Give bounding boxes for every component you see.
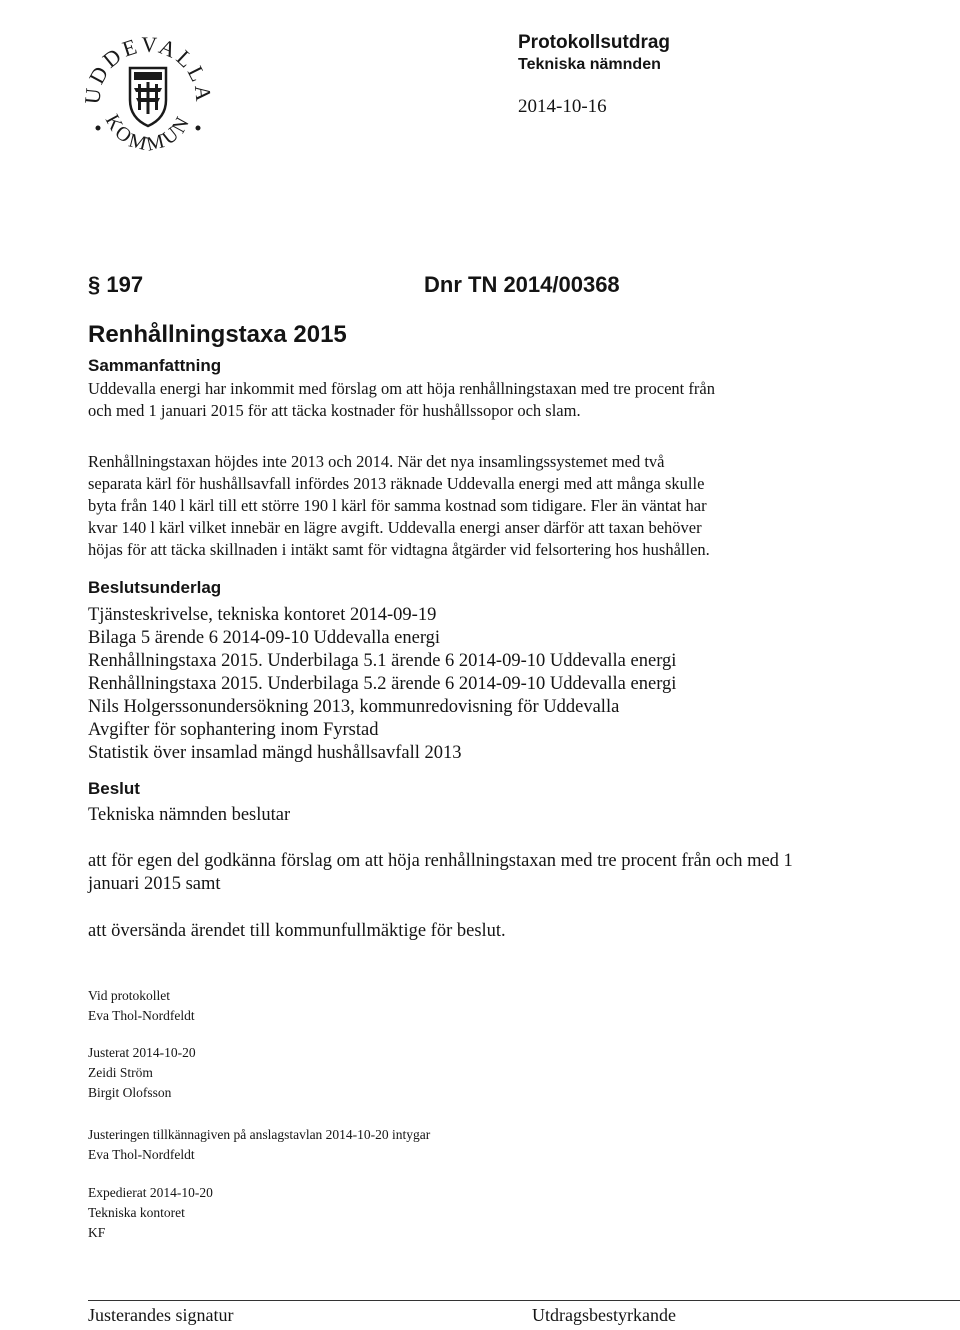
text-line: att för egen del godkänna förslag om att höja renhållningstaxan med tre procent från och med 1 [88, 851, 793, 871]
decision-clause-2: att översända ärendet till kommunfullmäktige för beslut. [88, 921, 506, 941]
text-line: höjas för att täcka skillnaden i intäkt samt för vidtagna åtgärder vid felsortering hos hushållen. [88, 540, 710, 559]
text-line: Uddevalla energi har inkommit med förslag om att höja renhållningstaxan med tre procent från [88, 379, 715, 398]
decision-basis-list [88, 604, 676, 765]
signature-line: Justeringen tillkännagiven på anslagstavlan 2014-10-20 intygar [88, 1127, 431, 1142]
signature-line: Birgit Olofsson [88, 1085, 172, 1100]
decision-clause-1 [88, 850, 793, 896]
svg-text:KOMMUN: KOMMUN [100, 110, 196, 156]
paragraph-number: § 197 [88, 272, 144, 297]
list-item: Tjänsteskrivelse, tekniska kontoret 2014-09-19 [88, 605, 437, 625]
decision-intro: Tekniska nämnden beslutar [88, 805, 291, 825]
decision-heading: Beslut [88, 779, 140, 798]
decision-basis-heading: Beslutsunderlag [88, 578, 222, 597]
list-item: Bilaga 5 ärende 6 2014-09-10 Uddevalla energi [88, 628, 441, 648]
signature-line: Expedierat 2014-10-20 [88, 1185, 213, 1200]
signature-line: Eva Thol-Nordfeldt [88, 1147, 195, 1162]
summary-paragraph-2 [88, 451, 878, 561]
summary-heading: Sammanfattning [88, 356, 222, 375]
signature-line: Vid protokollet [88, 988, 171, 1003]
signature-line: Eva Thol-Nordfeldt [88, 1008, 195, 1023]
list-item: Statistik över insamlad mängd hushållsavfall 2013 [88, 743, 462, 763]
page-title: Renhållningstaxa 2015 [88, 321, 347, 348]
signature-line: Zeidi Ström [88, 1065, 153, 1080]
seal-graphic [78, 28, 218, 168]
footer-extract-certification: Utdragsbestyrkande [532, 1305, 676, 1325]
meeting-date: 2014-10-16 [518, 96, 607, 117]
text-line: januari 2015 samt [88, 874, 221, 894]
footer-divider [88, 1300, 960, 1301]
document-type-title: Protokollsutdrag [518, 32, 671, 53]
signature-line: Justerat 2014-10-20 [88, 1045, 196, 1060]
footer-adjusters-signature: Justerandes signatur [88, 1305, 234, 1325]
list-item: Nils Holgerssonundersökning 2013, kommunredovisning för Uddevalla [88, 697, 620, 717]
list-item: Renhållningstaxa 2015. Underbilaga 5.2 ärende 6 2014-09-10 Uddevalla energi [88, 674, 677, 694]
municipality-seal-logo [78, 28, 218, 168]
text-line: kvar 140 l kärl vilket innebär en lägre avgift. Uddevalla energi anser därför att taxan behöver [88, 518, 702, 537]
signature-block-announced [88, 1125, 430, 1165]
text-line: Renhållningstaxan höjdes inte 2013 och 2014. När det nya insamlingssystemet med två [88, 452, 665, 471]
text-line: och med 1 januari 2015 för att täcka kostnader för hushållssopor och slam. [88, 401, 581, 420]
signature-block-dispatched [88, 1183, 213, 1243]
text-line: separata kärl för hushållsavfall infördes 2013 räknade Uddevalla energi med att många skulle [88, 474, 705, 493]
signature-block-adjusted [88, 1043, 196, 1103]
case-number: Dnr TN 2014/00368 [424, 272, 620, 297]
signature-line: KF [88, 1225, 106, 1240]
list-item: Renhållningstaxa 2015. Underbilaga 5.1 ärende 6 2014-09-10 Uddevalla energi [88, 651, 677, 671]
summary-paragraph-1 [88, 378, 878, 422]
signature-block-protocol [88, 986, 195, 1026]
svg-text:UDDEVALLA: UDDEVALLA [79, 31, 217, 106]
list-item: Avgifter för sophantering inom Fyrstad [88, 720, 379, 740]
text-line: byta från 140 l kärl till ett större 190 l kärl för samma kostnad som tidigare. Fler än väntat har [88, 496, 707, 515]
signature-line: Tekniska kontoret [88, 1205, 185, 1220]
committee-name: Tekniska nämnden [518, 56, 661, 73]
